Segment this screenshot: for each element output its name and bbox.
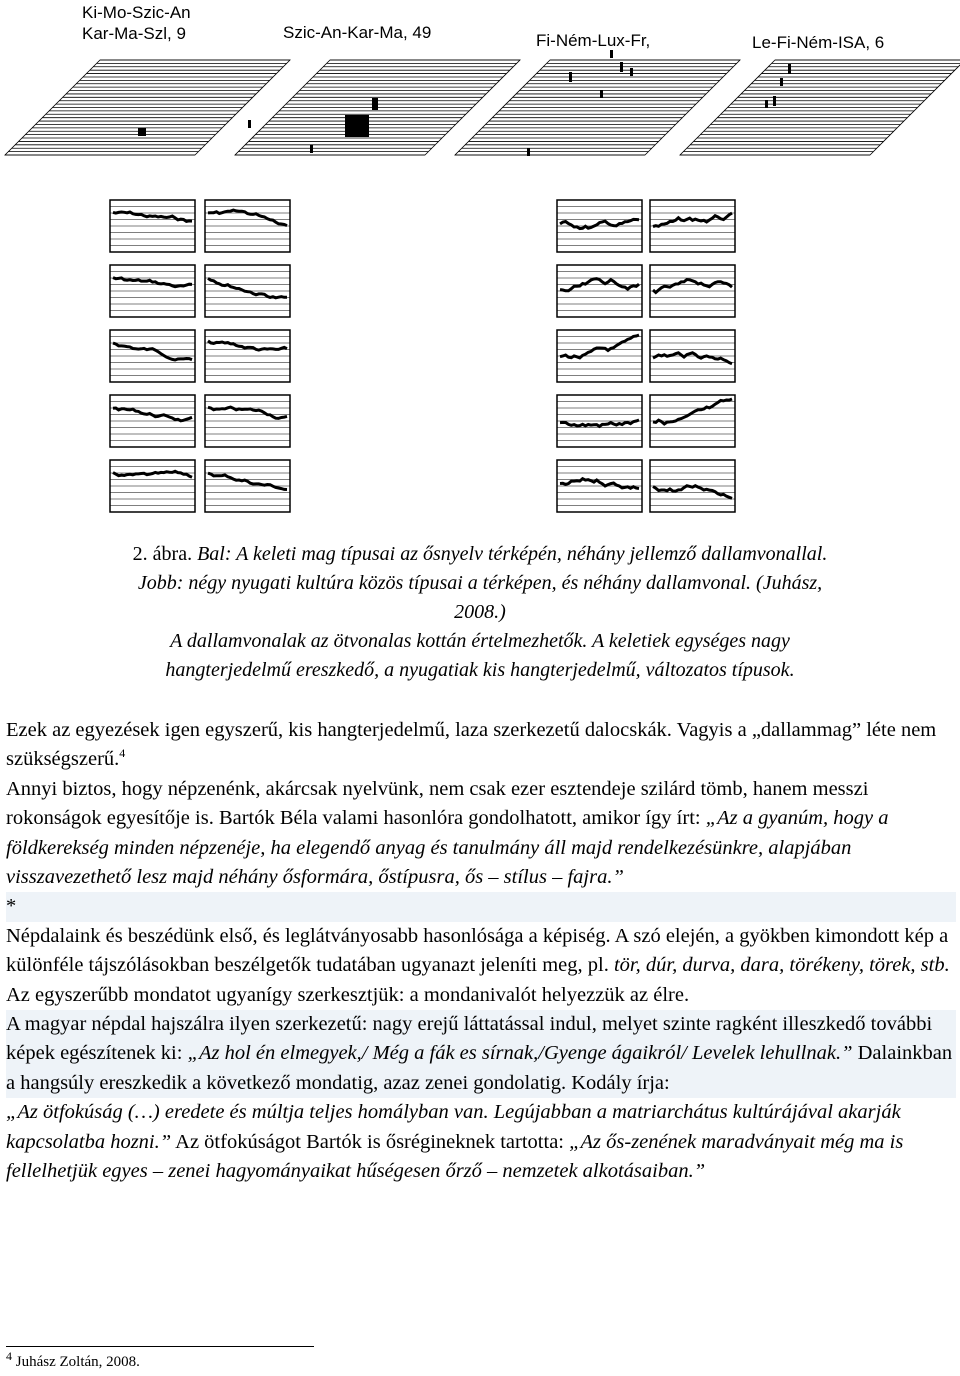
caption-line-5 [10, 656, 950, 685]
footnote [6, 1349, 140, 1372]
caption-left-desc: Bal: A keleti mag típusai az ősnyelv térképén, néhány jellemző dallamvonallal. [197, 543, 828, 565]
melody-contour [110, 330, 195, 382]
paragraph-4 [6, 1010, 956, 1098]
caption-line-4 [10, 627, 950, 656]
caption-line-3 [10, 598, 950, 627]
caption-note-1: A dallamvonalak az ötvonalas kottán értelmezhetők. A keletiek egységes nagy [170, 630, 790, 652]
melody-contour [110, 460, 195, 512]
figure-number: 2. ábra. [132, 543, 193, 565]
map-label-3-line1: Fi-Ném-Lux-Fr, [536, 31, 651, 50]
map-label-2-line1: Szic-An-Kar-Ma, 49 [283, 23, 432, 42]
melody-contour [110, 265, 195, 317]
paragraph-3-text: Népdalaink és beszédünk első, és leglátványosabb hasonlósága a képiség. A szó elején, a gyökben kimondott kép a különféle tájszólásokban beszélgetők tudatában ugyanazt jeleníti meg, pl. [6, 924, 949, 977]
figure-caption [10, 540, 950, 685]
word-examples: tör, dúr, durva, dara, törékeny, törek, stb. [613, 954, 950, 977]
map-label-4-line1: Le-Fi-Ném-ISA, 6 [752, 33, 885, 52]
caption-line-2 [10, 569, 950, 598]
paragraph-3-tail: Az egyszerűbb mondatot ugyanígy szerkesztjük: a mondanivalót helyezzük az élre. [6, 983, 690, 1006]
melody-contour [557, 460, 642, 512]
melody-contour [650, 395, 735, 447]
melody-contour [110, 200, 195, 252]
bartok-quote: „Az a gyanúm, hogy a földkerekség minden népzenéje, ha elegendő anyag és tanulmány áll majd rendelkezésünkre, alapjában visszavezethető lesz majd néhány ősformára, őstípusra, ős – stílus – fajra.” [6, 807, 889, 889]
melody-contour [650, 460, 735, 512]
melody-contour [110, 395, 195, 447]
paragraph-4-text: A magyar népdal hajszálra ilyen szerkezetű: nagy erejű láttatással indul, melyet szinte ragként illeszkedő további képek egészítenek ki: [6, 1013, 933, 1065]
paragraph-4-tail: Dalainkban a hangsúly ereszkedik a következő mondatig, azaz zenei gondolatig. Kodály írja: [6, 1042, 953, 1094]
footnote-number: 4 [6, 1349, 12, 1363]
footnote-ref[interactable]: 4 [119, 746, 126, 761]
melody-contour [205, 460, 290, 512]
melody-contour [557, 265, 642, 317]
paragraph-5 [6, 1098, 956, 1186]
paragraph-5-text: Az ötfokúságot Bartók is ősrégineknek tartotta: [171, 1130, 570, 1153]
melody-contour [205, 200, 290, 252]
melody-contour [557, 200, 642, 252]
map-label-1-line1: Ki-Mo-Szic-An [82, 3, 191, 22]
caption-year: 2008.) [454, 601, 506, 623]
paragraph-3 [6, 922, 956, 1010]
paragraph-1 [6, 716, 956, 775]
melody-contour-grid [0, 0, 960, 520]
melody-contour [205, 265, 290, 317]
body-text [6, 716, 956, 1187]
melody-contour [650, 330, 735, 382]
folk-song-quote: „Az hol én elmegyek,/ Még a fák es sírnak,/Gyenge ágaikról/ Levelek lehullnak.” [187, 1042, 853, 1065]
melody-contour [650, 265, 735, 317]
paragraph-2-text: Annyi biztos, hogy népzenénk, akárcsak nyelvünk, nem csak ezer esztendeje szilárd tömb, hanem messzi rokonságok egyesítője is. Bartók Béla valami hasonlóra gondolhatott, amikor így írt: [6, 777, 869, 830]
footnote-text: Juhász Zoltán, 2008. [12, 1354, 140, 1370]
map-label-1-line2: Kar-Ma-Szl, 9 [82, 24, 186, 43]
melody-contour [557, 395, 642, 447]
caption-note-2: hangterjedelmű ereszkedő, a nyugatiak kis hangterjedelmű, változatos típusok. [165, 659, 795, 681]
melody-contour [205, 330, 290, 382]
footnote-divider [6, 1346, 314, 1347]
melody-contour [557, 330, 642, 382]
melody-contour [650, 200, 735, 252]
paragraph-2 [6, 775, 956, 893]
section-separator: * [6, 892, 956, 921]
kodaly-quote: „Az ötfokúság (…) eredete és múltja teljes homályban van. Legújabban a matriarchátus kultúrájával akarják kapcsolatba hozni.” [6, 1101, 901, 1153]
caption-line-1 [10, 540, 950, 569]
caption-right-desc: Jobb: négy nyugati kultúra közös típusai a térképen, és néhány dallamvonal. (Juhász, [137, 572, 823, 594]
melody-contour [205, 395, 290, 447]
paragraph-1-text: Ezek az egyezések igen egyszerű, kis hangterjedelmű, laza szerkezetű dalocskák. Vagyis a „dallammag” léte nem szükségszerű. [6, 719, 937, 771]
bartok-quote-2: „Az ős-zenének maradványait még ma is fellelhetjük egyes – zenei hagyományaikat hűségesen őrző – nemzetek alkotásaiban.” [6, 1130, 904, 1183]
